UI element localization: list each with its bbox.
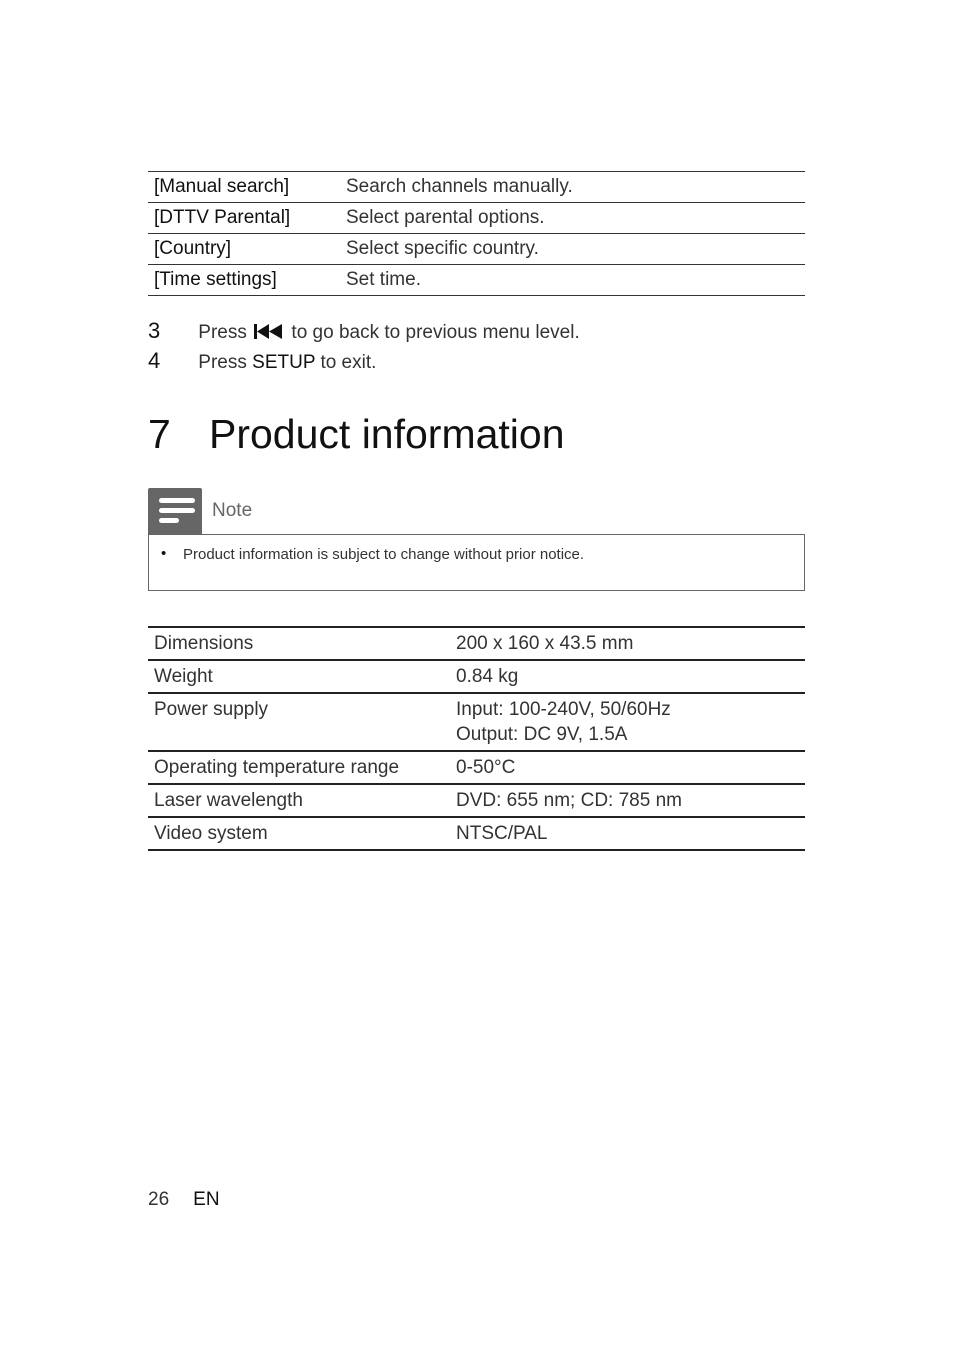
table-row: [148, 817, 805, 850]
spec-value-line: Output: DC 9V, 1.5A: [456, 724, 628, 745]
spec-label: Weight: [148, 660, 450, 693]
specifications-table: [148, 626, 805, 851]
spec-label: Operating temperature range: [148, 751, 450, 784]
table-row: [148, 751, 805, 784]
option-description: Select specific country.: [340, 234, 805, 265]
note-icon: [148, 488, 202, 534]
table-row: [148, 265, 805, 296]
spec-label: Power supply: [148, 693, 450, 751]
option-description: Search channels manually.: [340, 172, 805, 203]
option-name: [DTTV Parental]: [148, 203, 340, 234]
chapter-title: Product information: [209, 411, 565, 457]
bullet: •: [161, 545, 167, 562]
spec-value: 0-50°C: [450, 751, 805, 784]
table-row: [148, 660, 805, 693]
spec-label: Dimensions: [148, 627, 450, 660]
spec-value: DVD: 655 nm; CD: 785 nm: [450, 784, 805, 817]
step-text-after: to go back to previous menu level.: [291, 322, 580, 343]
table-row: [148, 627, 805, 660]
step-text-before: Press: [198, 352, 247, 373]
spec-value: 200 x 160 x 43.5 mm: [450, 627, 805, 660]
chapter-number: 7: [148, 411, 171, 457]
spec-value: NTSC/PAL: [450, 817, 805, 850]
table-row: [148, 784, 805, 817]
step-number: 4: [148, 348, 161, 373]
step-text-after: to exit.: [320, 352, 377, 373]
step-3: [148, 316, 580, 346]
setup-key-label: SETUP: [252, 352, 316, 373]
spec-value: 0.84 kg: [450, 660, 805, 693]
option-name: [Time settings]: [148, 265, 340, 296]
table-row: [148, 203, 805, 234]
spec-label: Laser wavelength: [148, 784, 450, 817]
page-footer: [148, 1186, 220, 1214]
menu-options-table: [148, 171, 805, 296]
spec-label: Video system: [148, 817, 450, 850]
spec-value: [450, 693, 805, 751]
note-label: Note: [212, 500, 253, 521]
spec-value-line: Input: 100-240V, 50/60Hz: [456, 699, 671, 720]
language-code: EN: [193, 1189, 220, 1210]
option-name: [Country]: [148, 234, 340, 265]
note-box: [148, 534, 805, 591]
step-number: 3: [148, 318, 161, 343]
table-row: [148, 693, 805, 751]
chapter-heading: [148, 404, 565, 464]
option-name: [Manual search]: [148, 172, 340, 203]
page-number: 26: [148, 1189, 170, 1210]
table-row: [148, 234, 805, 265]
option-description: Select parental options.: [340, 203, 805, 234]
step-text-before: Press: [198, 322, 247, 343]
table-row: [148, 172, 805, 203]
note-text: Product information is subject to change without prior notice.: [183, 546, 585, 563]
step-4: [148, 346, 376, 376]
option-description: Set time.: [340, 265, 805, 296]
